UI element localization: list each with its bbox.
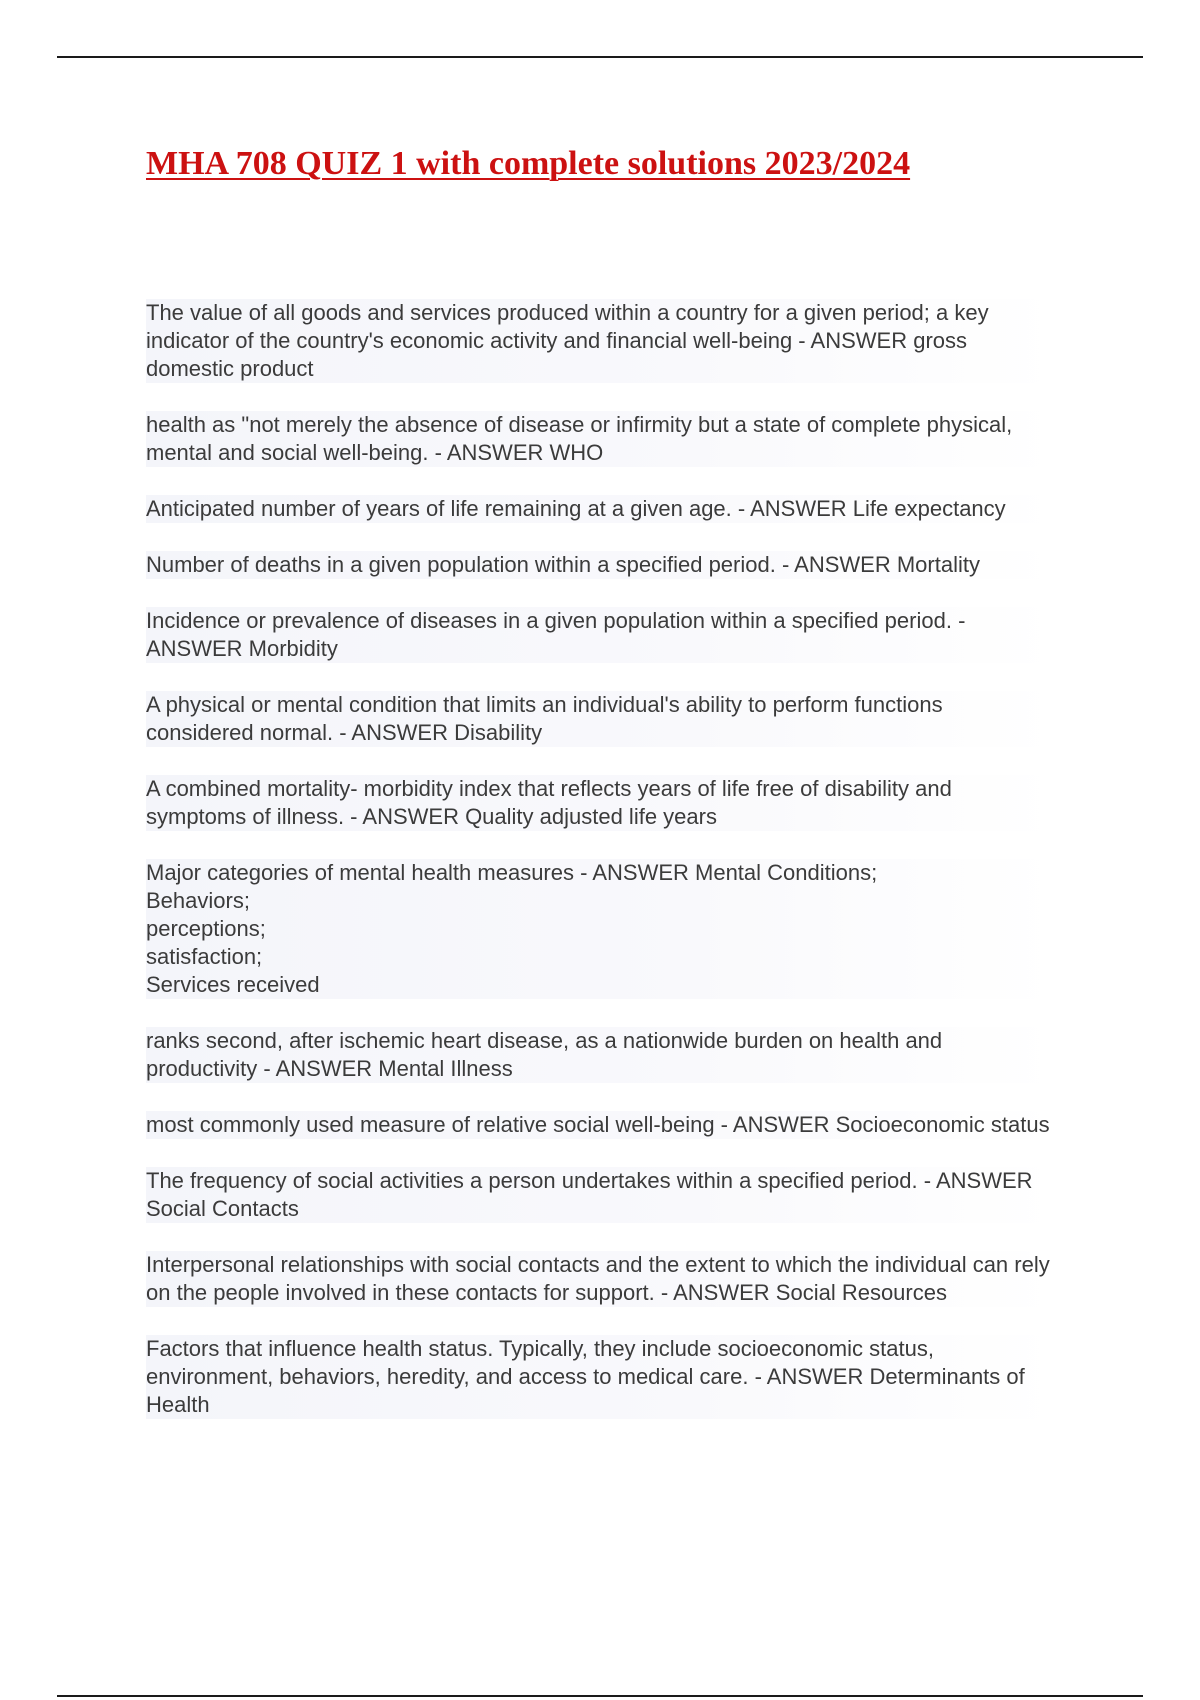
qa-item: Interpersonal relationships with social contacts and the extent to which the individual can rely on the people involved in these contacts for support. - ANSWER Social Resources [146,1251,1056,1307]
qa-item: ranks second, after ischemic heart disease, as a nationwide burden on health and productivity - ANSWER Mental Illness [146,1027,1056,1083]
bottom-rule [57,1695,1143,1697]
qa-item: The value of all goods and services produced within a country for a given period; a key indicator of the country's economic activity and financial well-being - ANSWER gross domestic product [146,299,1056,383]
qa-item: health as "not merely the absence of disease or infirmity but a state of complete physical, mental and social well-being. - ANSWER WHO [146,411,1056,467]
qa-item: Factors that influence health status. Typically, they include socioeconomic status, environment, behaviors, heredity, and access to medical care. - ANSWER Determinants of Health [146,1335,1056,1419]
document-title: MHA 708 QUIZ 1 with complete solutions 2023/2024 [146,145,911,182]
qa-item: Anticipated number of years of life remaining at a given age. - ANSWER Life expectancy [146,495,1056,523]
qa-item: Number of deaths in a given population within a specified period. - ANSWER Mortality [146,551,1056,579]
qa-item: Incidence or prevalence of diseases in a given population within a specified period. - ANSWER Morbidity [146,607,1056,663]
qa-item: Major categories of mental health measures - ANSWER Mental Conditions; Behaviors; perceptions; satisfaction; Services received [146,859,1056,999]
qa-item: A physical or mental condition that limits an individual's ability to perform functions considered normal. - ANSWER Disability [146,691,1056,747]
qa-item: A combined mortality- morbidity index that reflects years of life free of disability and symptoms of illness. - ANSWER Quality adjusted life years [146,775,1056,831]
top-rule [57,56,1143,58]
qa-list [146,299,1056,1447]
qa-item: The frequency of social activities a person undertakes within a specified period. - ANSWER Social Contacts [146,1167,1056,1223]
qa-item: most commonly used measure of relative social well-being - ANSWER Socioeconomic status [146,1111,1056,1139]
